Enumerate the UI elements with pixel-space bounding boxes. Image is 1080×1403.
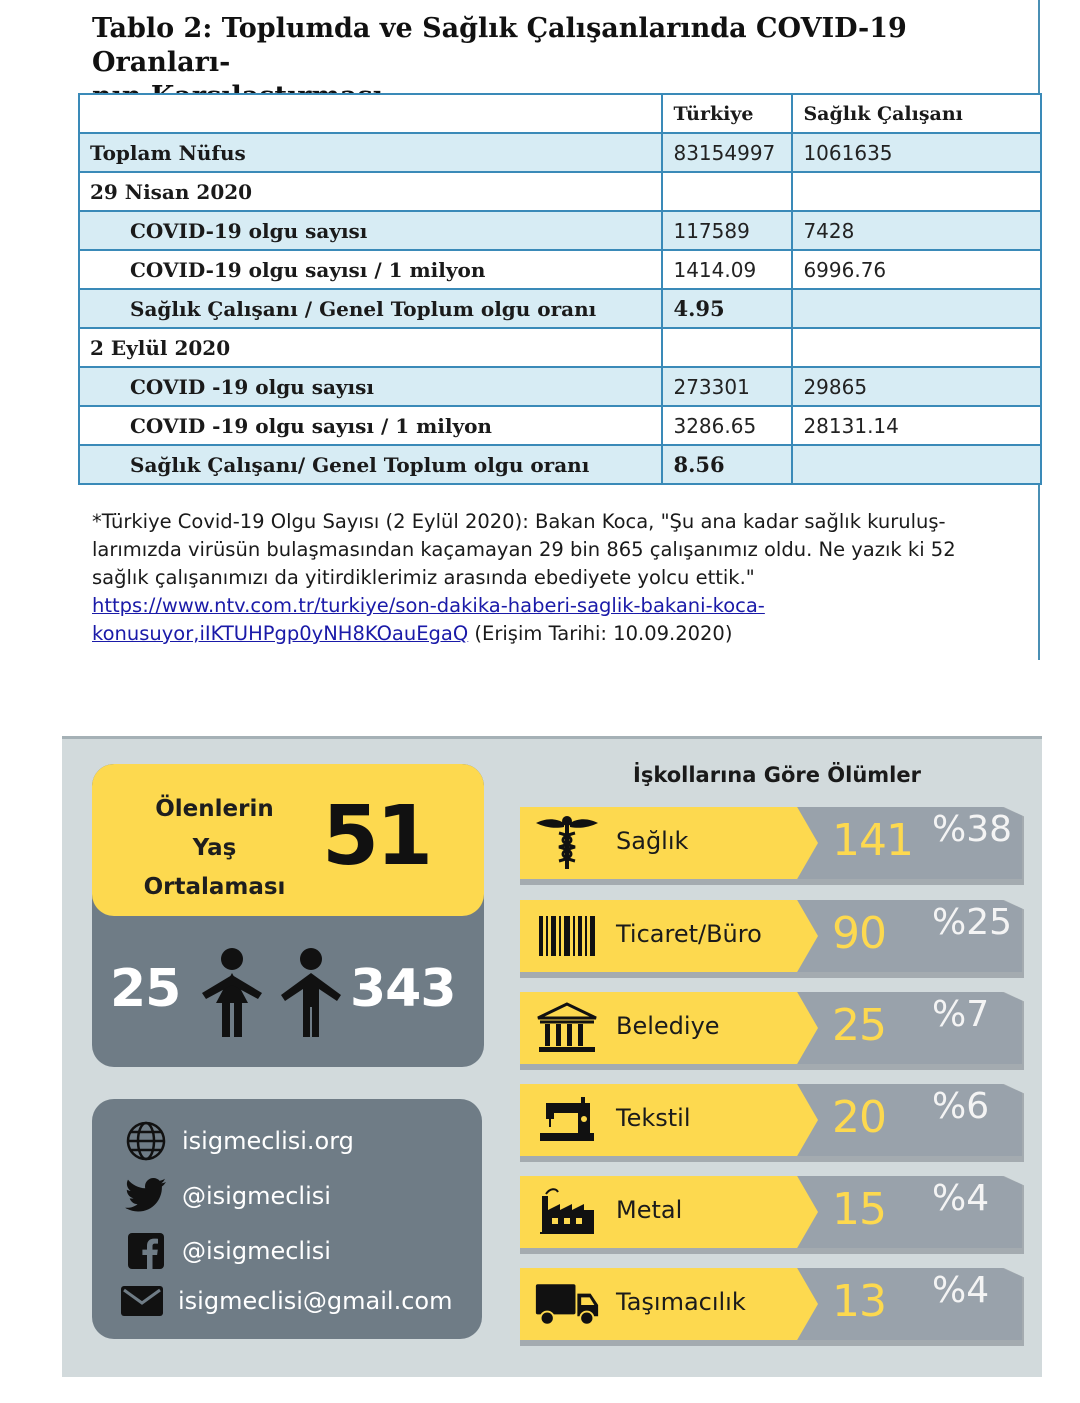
truck-icon xyxy=(534,1276,600,1332)
age-label-line-3: Ortalaması xyxy=(143,874,286,900)
footnote-line-2: larımızda virüsün bulaşmasından kaçamayan 29 bin 865 çalışanımız oldu. Ne yazık ki 52 xyxy=(92,538,956,561)
job-death-count: 15 xyxy=(832,1184,886,1235)
turkiye-value: 273301 xyxy=(662,367,792,406)
table-row xyxy=(79,172,1041,211)
job-name: Metal xyxy=(616,1196,683,1224)
job-death-count: 20 xyxy=(832,1092,886,1143)
table-row xyxy=(79,445,1041,484)
job-row-tasimacilik xyxy=(520,1268,1024,1346)
job-death-count: 90 xyxy=(832,908,886,959)
table-title-line-1: Tablo 2: Toplumda ve Sağlık Çalışanlarında COVID-19 Oranları- xyxy=(92,13,907,78)
job-death-percent: %25 xyxy=(932,902,1013,943)
factory-icon xyxy=(534,1184,600,1240)
row-label: 2 Eylül 2020 xyxy=(79,328,662,367)
age-average-value: 51 xyxy=(322,789,431,884)
row-label: Sağlık Çalışanı/ Genel Toplum olgu oranı xyxy=(79,445,662,484)
job-row-belediye xyxy=(520,992,1024,1070)
covid-comparison-table xyxy=(78,93,1042,485)
row-label: COVID-19 olgu sayısı / 1 milyon xyxy=(79,250,662,289)
female-figure-icon xyxy=(200,947,264,1039)
job-death-percent: %4 xyxy=(932,1270,990,1311)
table-header-row xyxy=(79,94,1041,133)
source-link-part-2[interactable]: konusuyor,iIKTUHPgp0yNH8KOauEgaQ xyxy=(92,622,469,645)
turkiye-value: 3286.65 xyxy=(662,406,792,445)
job-name: Belediye xyxy=(616,1012,720,1040)
header-label-cell xyxy=(79,94,662,133)
table-row xyxy=(79,250,1041,289)
health-value: 6996.76 xyxy=(792,250,1041,289)
table-row xyxy=(79,211,1041,250)
row-label: Sağlık Çalışanı / Genel Toplum olgu oranı xyxy=(79,289,662,328)
twitter-handle: @isigmeclisi xyxy=(182,1182,331,1210)
source-link-part-1[interactable]: https://www.ntv.com.tr/turkiye/son-dakika-haberi-saglik-bakani-koca- xyxy=(92,594,765,617)
table-row xyxy=(79,367,1041,406)
job-death-percent: %6 xyxy=(932,1086,990,1127)
health-value: 29865 xyxy=(792,367,1041,406)
job-death-percent: %7 xyxy=(932,994,990,1035)
row-label: COVID-19 olgu sayısı xyxy=(79,211,662,250)
caduceus-icon xyxy=(534,815,600,871)
age-label-line-2: Yaş xyxy=(192,835,237,861)
age-average-header xyxy=(92,764,484,916)
health-value xyxy=(792,289,1041,328)
facebook-handle: @isigmeclisi xyxy=(182,1237,331,1265)
health-value: 1061635 xyxy=(792,133,1041,172)
job-name: Taşımacılık xyxy=(616,1288,746,1316)
table-row xyxy=(79,289,1041,328)
age-min-value: 25 xyxy=(110,959,181,1019)
table-row xyxy=(79,133,1041,172)
health-value: 28131.14 xyxy=(792,406,1041,445)
header-turkiye: Türkiye xyxy=(662,94,792,133)
sewing-machine-icon xyxy=(534,1092,600,1148)
turkiye-value xyxy=(662,328,792,367)
job-death-percent: %38 xyxy=(932,809,1013,850)
row-label: 29 Nisan 2020 xyxy=(79,172,662,211)
age-label-line-1: Ölenlerin xyxy=(155,796,274,822)
twitter-row[interactable] xyxy=(124,1174,331,1218)
footnote-line-3: sağlık çalışanımızı da yitirdiklerimiz arasında ebediyete yolcu ettik." xyxy=(92,566,755,589)
facebook-row[interactable] xyxy=(124,1229,331,1273)
website-text: isigmeclisi.org xyxy=(182,1127,354,1155)
email-text: isigmeclisi@gmail.com xyxy=(178,1287,453,1315)
website-row[interactable] xyxy=(124,1119,354,1163)
globe-icon xyxy=(124,1119,168,1163)
turkiye-value: 1414.09 xyxy=(662,250,792,289)
job-death-count: 141 xyxy=(832,815,913,866)
age-average-label xyxy=(92,790,337,907)
infographic-panel xyxy=(62,736,1042,1377)
health-value: 7428 xyxy=(792,211,1041,250)
health-value xyxy=(792,172,1041,211)
footnote xyxy=(92,508,1022,648)
job-row-tekstil xyxy=(520,1084,1024,1162)
job-death-count: 25 xyxy=(832,1000,886,1051)
table-row xyxy=(79,328,1041,367)
job-death-count: 13 xyxy=(832,1276,886,1327)
barcode-icon xyxy=(534,908,600,964)
turkiye-value: 117589 xyxy=(662,211,792,250)
male-figure-icon xyxy=(279,947,343,1039)
age-average-box xyxy=(92,764,484,1067)
job-name: Sağlık xyxy=(616,827,689,855)
access-date: (Erişim Tarihi: 10.09.2020) xyxy=(468,622,733,645)
row-label: Toplam Nüfus xyxy=(79,133,662,172)
age-max-value: 343 xyxy=(350,959,456,1019)
envelope-icon xyxy=(120,1279,164,1323)
health-value xyxy=(792,328,1041,367)
job-name: Tekstil xyxy=(616,1104,691,1132)
contact-box xyxy=(92,1099,482,1339)
turkiye-value: 8.56 xyxy=(662,445,792,484)
footnote-line-1: *Türkiye Covid-19 Olgu Sayısı (2 Eylül 2020): Bakan Koca, "Şu ana kadar sağlık kuruluş- xyxy=(92,510,946,533)
municipality-building-icon xyxy=(534,1000,600,1056)
email-row[interactable] xyxy=(120,1279,452,1323)
row-label: COVID -19 olgu sayısı xyxy=(79,367,662,406)
turkiye-value: 4.95 xyxy=(662,289,792,328)
job-row-metal xyxy=(520,1176,1024,1254)
job-row-ticaret xyxy=(520,900,1024,978)
table-row xyxy=(79,406,1041,445)
header-health-workers: Sağlık Çalışanı xyxy=(792,94,1041,133)
turkiye-value: 83154997 xyxy=(662,133,792,172)
turkiye-value xyxy=(662,172,792,211)
row-label: COVID -19 olgu sayısı / 1 milyon xyxy=(79,406,662,445)
health-value xyxy=(792,445,1041,484)
facebook-icon xyxy=(124,1229,168,1273)
twitter-icon xyxy=(124,1174,168,1218)
job-death-percent: %4 xyxy=(932,1178,990,1219)
jobs-title: İşkollarına Göre Ölümler xyxy=(633,763,921,787)
job-name: Ticaret/Büro xyxy=(616,920,762,948)
job-row-saglik xyxy=(520,807,1024,885)
